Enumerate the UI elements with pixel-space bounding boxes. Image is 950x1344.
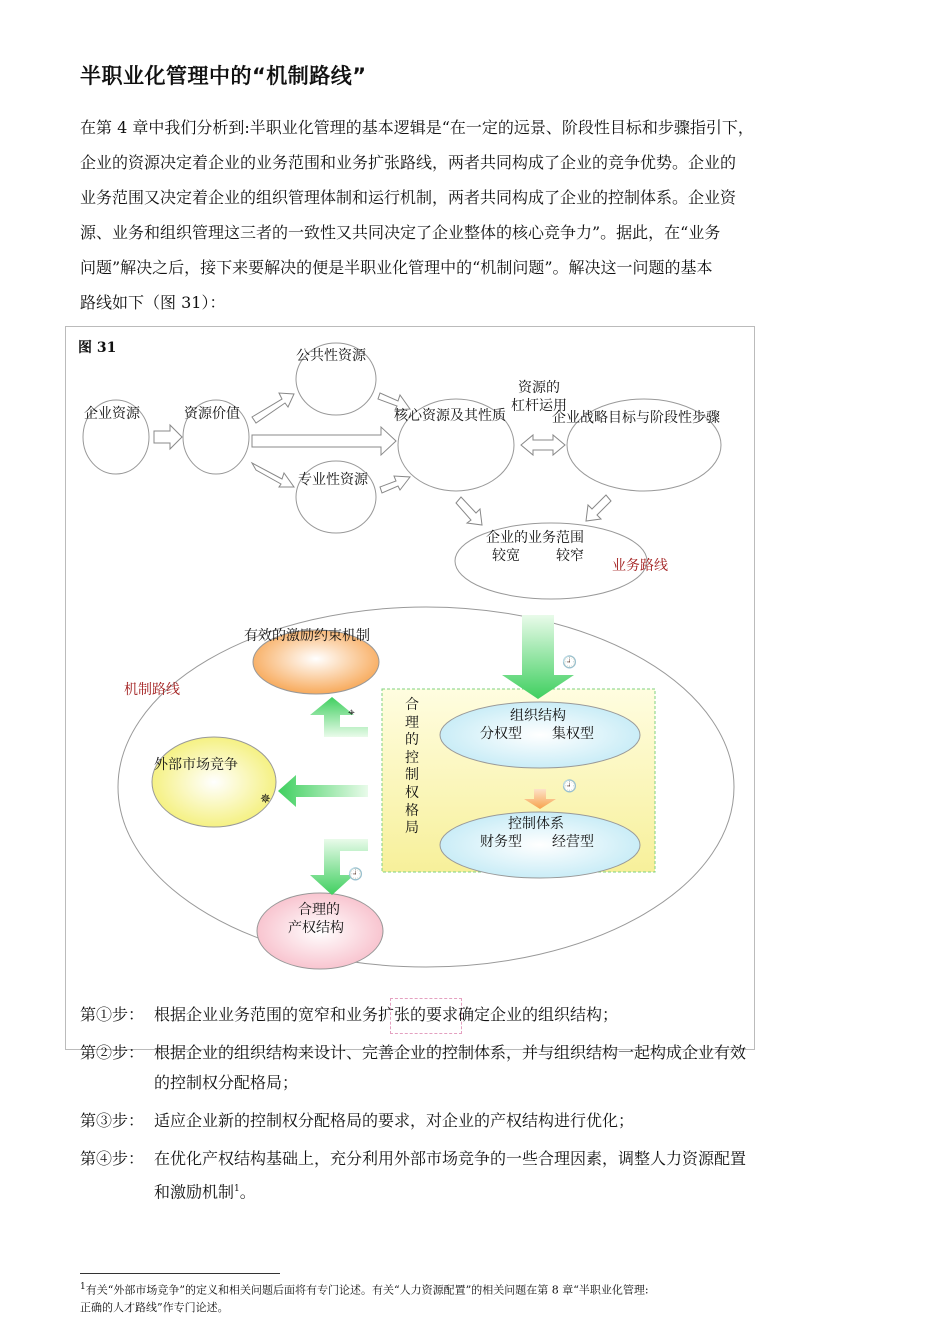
- arrow-to-core-2: [380, 476, 410, 493]
- clock-icon: 🕘: [348, 867, 363, 881]
- star-icon: ✵: [260, 792, 271, 807]
- wide-label: 较宽: [492, 548, 520, 564]
- step-item: [80, 1038, 880, 1098]
- control-pattern-char: 合: [405, 697, 419, 713]
- core-resources-label: 核心资源及其性质: [394, 408, 506, 424]
- decentral-label: 分权型: [480, 726, 522, 742]
- arrow-right-1: [154, 425, 182, 449]
- green-arrow-left: [278, 775, 368, 807]
- step-line: 的控制权分配格局；: [154, 1073, 299, 1092]
- step-line: 根据企业业务范围的宽窄和业务扩张的要求确定企业的组织结构；: [154, 1005, 619, 1024]
- step-line: 适应企业新的控制权分配格局的要求，对企业的产权结构进行优化；: [154, 1111, 635, 1130]
- business-scope-label: 企业的业务范围: [486, 530, 584, 546]
- org-structure-label: 组织结构: [510, 708, 566, 724]
- footnote-ref[interactable]: 1: [234, 1184, 240, 1194]
- footnote-line: [80, 1279, 649, 1299]
- clock-icon: 🕘: [562, 779, 577, 793]
- strategy-label: 企业战略目标与阶段性步骤: [552, 410, 720, 426]
- figure-label-prefix: 图: [78, 340, 92, 356]
- intro-line: 问题”解决之后，接下来要解决的便是半职业化管理中的“机制问题”。解决这一问题的基本: [80, 258, 713, 277]
- incentive-label: 有效的激励约束机制: [244, 628, 370, 644]
- green-arrow-up: [310, 697, 368, 737]
- external-market-label: 外部市场竞争: [154, 757, 238, 773]
- steps-list: [80, 1000, 880, 1215]
- arrow-double: [521, 435, 565, 455]
- arrow-core-to-scope: [456, 497, 482, 525]
- step-label: 第③步：: [80, 1111, 145, 1130]
- arrow-strategy-to-scope: [586, 495, 611, 521]
- operational-label: 经营型: [552, 834, 594, 850]
- external-market-blob: [152, 737, 276, 827]
- step-item: [80, 1144, 880, 1207]
- step-text: [154, 1038, 880, 1098]
- enterprise-resources-label: 企业资源: [84, 406, 140, 422]
- figure-label-number: 31: [96, 340, 117, 356]
- step-line-last: [154, 1174, 880, 1207]
- property-label-2: 产权结构: [288, 920, 344, 936]
- control-pattern-char: 理: [405, 714, 419, 731]
- figure-label: [78, 337, 116, 357]
- step-item: [80, 1000, 880, 1030]
- resource-value-label: 资源价值: [184, 406, 240, 422]
- intro-line: 源、业务和组织管理这三者的一致性又共同决定了企业整体的核心竞争力”。据此，在“业务: [80, 223, 721, 242]
- page-title: 半职业化管理中的“机制路线”: [80, 64, 367, 88]
- step-line: 根据企业的组织结构来设计、完善企业的控制体系，并与组织结构一起构成企业有效: [154, 1043, 747, 1062]
- step-label: 第①步：: [80, 1005, 145, 1024]
- footnote-text: 有关“外部市场竞争”的定义和相关问题后面将有专门论述。有关“人力资源配置”的相关问题在第 8 章“半职业化管理:: [85, 1283, 649, 1297]
- control-pattern-char: 格: [405, 802, 419, 819]
- control-system-label: 控制体系: [508, 816, 564, 832]
- intro-line: 在第 4 章中我们分析到:半职业化管理的基本逻辑是“在一定的远景、阶段性目标和步骤指引下，: [80, 118, 754, 137]
- crosshair-icon: ⌖: [348, 705, 355, 719]
- step-line: 在优化产权结构基础上，充分利用外部市场竞争的一些合理因素，调整人力资源配置: [154, 1149, 747, 1168]
- property-label-1: 合理的: [298, 902, 340, 918]
- clock-icon: 🕘: [562, 655, 577, 669]
- specialized-resources-label: 专业性资源: [298, 472, 368, 488]
- mechanism-route-label: 机制路线: [124, 682, 180, 698]
- leverage-label-2: 杠杆运用: [511, 398, 567, 414]
- public-resources-label: 公共性资源: [296, 348, 366, 364]
- step-text: [154, 1000, 880, 1030]
- control-pattern-label: [405, 697, 419, 838]
- footnote-line: 正确的人才路线”作专门论述。: [80, 1300, 229, 1314]
- footnote-divider: [80, 1273, 280, 1274]
- arrow-up-right-1: [252, 393, 294, 423]
- intro-line: 业务范围又决定着企业的组织管理体制和运行机制，两者共同构成了企业的控制体系。企业资: [80, 188, 737, 207]
- step-line-text: 和激励机制: [154, 1182, 235, 1202]
- intro-paragraph: [80, 110, 880, 320]
- footnote-number: 1: [80, 1282, 86, 1292]
- intro-line: 路线如下（图 31）：: [80, 293, 226, 312]
- step-line-end: 。: [239, 1182, 256, 1202]
- control-pattern-char: 权: [405, 784, 419, 801]
- step-text: [154, 1144, 880, 1207]
- arrow-long-right: [252, 427, 396, 455]
- control-pattern-char: 制: [405, 767, 419, 784]
- control-pattern-char: 控: [405, 749, 419, 766]
- central-label: 集权型: [552, 726, 594, 742]
- step-item: [80, 1106, 880, 1136]
- step-text: [154, 1106, 880, 1136]
- step-label: 第②步：: [80, 1043, 145, 1062]
- leverage-label-1: 资源的: [518, 380, 560, 396]
- narrow-label: 较窄: [556, 548, 584, 564]
- arrow-down-right-1: [252, 463, 294, 487]
- footnote: [80, 1279, 649, 1316]
- control-pattern-char: 的: [405, 732, 419, 749]
- business-route-label: 业务路线: [612, 558, 668, 574]
- step-label: 第④步：: [80, 1149, 145, 1168]
- intro-line: 企业的资源决定着企业的业务范围和业务扩张路线，两者共同构成了企业的竞争优势。企业的: [80, 153, 737, 172]
- financial-label: 财务型: [480, 834, 522, 850]
- control-pattern-char: 局: [405, 820, 419, 837]
- figure-31: [65, 326, 755, 1050]
